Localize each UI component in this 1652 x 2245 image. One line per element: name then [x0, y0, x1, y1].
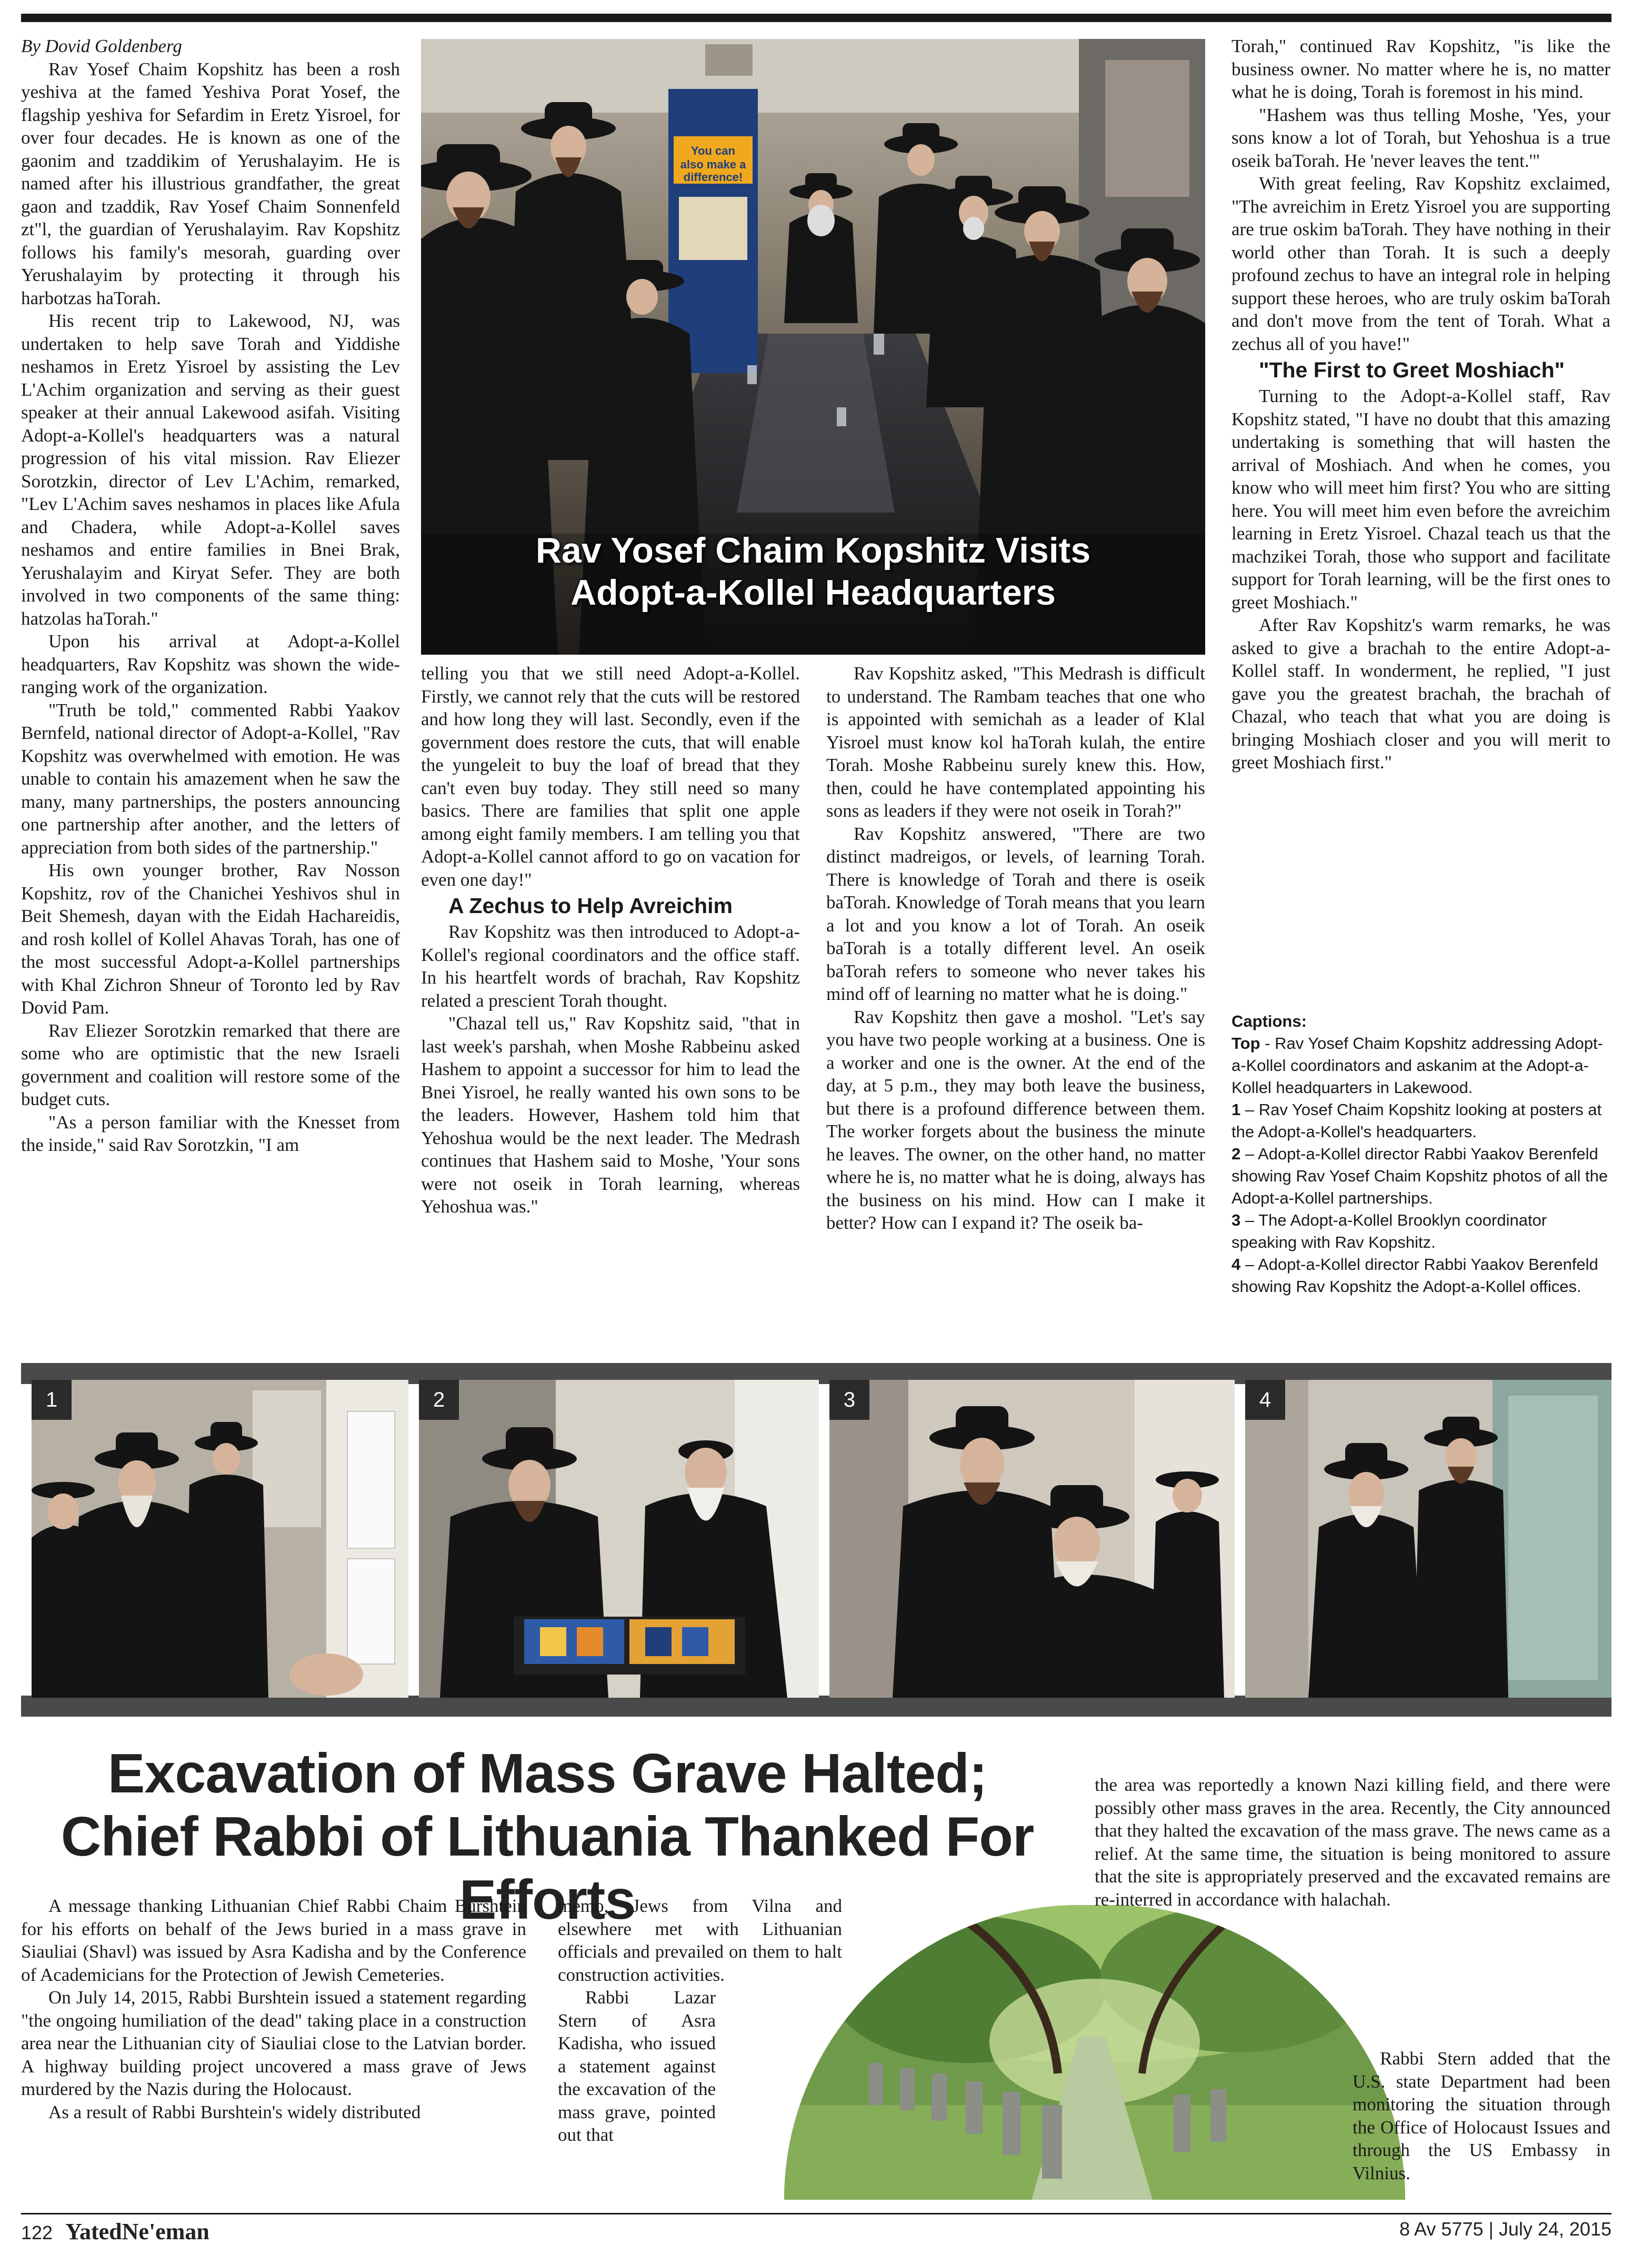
svg-text:also make a: also make a — [680, 158, 746, 171]
paragraph: Torah," continued Rav Kopshitz, "is like the business owner. No matter where he is, no matter what he is doing, Torah is foremost in his mind. — [1232, 36, 1610, 102]
caption-item: Top - Rav Yosef Chaim Kopshitz addressing Adopt-a-Kollel coordinators and askanim at the Adopt-a-Kollel headquarters in Lakewood. — [1232, 1034, 1603, 1097]
paragraph: "Truth be told," commented Rabbi Yaakov Bernfeld, national director of Adopt-a-Kollel, "Rav Kopshitz was overwhelmed with emotion. He was unable to contain his amazement when he saw the many, many partnerships, the posters announcing one partnership after another, and the letters of appreciation from both sides of the partnership." — [21, 699, 400, 858]
article1-column-3 — [826, 662, 1205, 1235]
article1-subhead-1: A Zechus to Help Avreichim — [448, 894, 733, 918]
footer-left — [21, 2218, 209, 2245]
caption-item: 2 – Adopt-a-Kollel director Rabbi Yaakov Berenfeld showing Rav Yosef Chaim Kopshitz photos of all the Adopt-a-Kollel partnerships. — [1232, 1145, 1608, 1207]
publication-name: YatedNe'eman — [65, 2219, 209, 2244]
article1-title — [421, 529, 1205, 614]
paragraph: the area was reportedly a known Nazi killing field, and there were possibly other mass graves in the area. Recently, the City announced that they halted the excavation of the mass grave. The news came as a relief. At the same time, the situation is being monitored to assure that the site is appropriately preserved and the excavated remains are re-interred in accordance with halachah. — [1095, 1775, 1610, 1910]
photo-number-3: 3 — [829, 1380, 869, 1420]
photo-3 — [829, 1380, 1235, 1698]
photo-strip-bottom-bar — [21, 1696, 1611, 1717]
article2-headline-line1: Excavation of Mass Grave Halted; — [107, 1742, 987, 1805]
article1-subhead-2: "The First to Greet Moshiach" — [1259, 358, 1565, 382]
caption-item: 1 – Rav Yosef Chaim Kopshitz looking at posters at the Adopt-a-Kollel's headquarters. — [1232, 1100, 1602, 1141]
article1-column-4 — [1232, 35, 1610, 774]
paragraph: Upon his arrival at Adopt-a-Kollel headquarters, Rav Kopshitz was shown the wide-ranging work of the organization. — [21, 631, 400, 697]
paragraph: Rav Kopshitz asked, "This Medrash is difficult to understand. The Rambam teaches that one who is appointed with semichah as a leader of Klal Yisroel must know kol haTorah kulah, the entire Torah. Moshe Rabbeinu surely knew this. How, then, could he have contemplated appointing his sons as leaders if they were not oseik in Torah?" — [826, 663, 1205, 821]
paragraph: Rav Yosef Chaim Kopshitz has been a rosh yeshiva at the famed Yeshiva Porat Yosef, the flagship yeshiva for Sefardim in Eretz Yisroel, for over four decades. He is known as one of the gaonim and tzaddikim of Yerushalayim. He is named after his illustrious grandfather, the great gaon and tzaddik, Rav Yosef Chaim Sonnenfeld zt"l, the guardian of Yerushalayim. Rav Kopshitz follows his family's mesorah, guarding over Yerushalayim by protecting it through his harbotzas haTorah. — [21, 58, 400, 308]
paragraph: Rav Kopshitz then gave a moshol. "Let's say you have two people working at a business. One is a worker and one is the owner. At the end of the day, at 5 p.m., they may both leave the business, but there is a profound difference between them. The worker forgets about the business the minute he leaves. The owner, on the other hand, no matter where he is, no matter what he is doing, always has the business on his mind. How can I make it better? How can I expand it? The oseik ba- — [826, 1006, 1205, 1233]
footer-rule — [21, 2213, 1611, 2214]
article1-column-1 — [21, 35, 400, 1157]
paragraph: memo, Jews from Vilna and elsewhere met with Lithuanian officials and prevailed on them to halt construction activities. — [558, 1896, 842, 1985]
captions-heading: Captions: — [1232, 1012, 1307, 1030]
paragraph: On July 14, 2015, Rabbi Burshtein issued a statement regarding "the ongoing humiliation of the dead" taking place in a construction area near the Lithuanian city of Siauliai close to the Latvian border. A highway building project uncovered a mass grave of Jews murdered by the Nazis during the Holocaust. — [21, 1987, 526, 2099]
paragraph: After Rav Kopshitz's warm remarks, he was asked to give a brachah to the entire Adopt-a-Kollel staff. In wonderment, he replied, "I just gave you the greatest brachah, the brachah of Chazal, who teach that what you are doing is bringing Moshiach closer and you will merit to greet Moshiach first." — [1232, 615, 1610, 773]
photo-number-1: 1 — [32, 1380, 72, 1420]
photo-4 — [1245, 1380, 1611, 1698]
paragraph: "Hashem was thus telling Moshe, 'Yes, your sons know a lot of Torah, but Yehoshua is a true oseik baTorah. He 'never leaves the tent.'" — [1232, 104, 1610, 171]
article1-title-line1: Rav Yosef Chaim Kopshitz Visits — [535, 530, 1091, 570]
photo-number-2: 2 — [419, 1380, 459, 1420]
paragraph: Rav Kopshitz answered, "There are two distinct madreigos, or levels, of learning Torah. There is knowledge of Torah and there is oseik baTorah. Knowledge of Torah means that you learn a lot and you know a lot of Torah. An oseik baTorah is a totally different level. An oseik baTorah refers to someone who never takes his mind off of learning no matter what he is doing." — [826, 823, 1205, 1004]
caption-item: 4 – Adopt-a-Kollel director Rabbi Yaakov Berenfeld showing Rav Kopshitz the Adopt-a-Kollel offices. — [1232, 1255, 1598, 1296]
article2-column-2 — [558, 1895, 853, 2147]
article2-column-3 — [1095, 1773, 1610, 1911]
photo-1 — [32, 1380, 408, 1698]
paragraph: "As a person familiar with the Knesset from the inside," said Rav Sorotzkin, "I am — [21, 1111, 400, 1155]
paragraph: With great feeling, Rav Kopshitz exclaimed, "The avreichim in Eretz Yisroel you are supporting are true oskim baTorah. They have nothing in their world other than Torah. It is such a deeply profound zechus to have an integral role in helping support these heroes, who are truly oskim baTorah and don't move from the tent of Torah. What a zechus all of you have!" — [1232, 173, 1610, 354]
article2-column-3-cont — [1353, 2047, 1610, 2184]
article1-title-line2: Adopt-a-Kollel Headquarters — [570, 573, 1056, 613]
paragraph: Rav Kopshitz was then introduced to Adopt-a-Kollel's regional coordinators and the office staff. In his heartfelt words of brachah, Rav Kopshitz related a prescient Torah thought. — [421, 921, 800, 1011]
page-number: 122 — [21, 2222, 53, 2243]
paragraph: His own younger brother, Rav Nosson Kopshitz, rov of the Chanichei Yeshivos shul in Beit Shemesh, dayan with the Eidah Hachareidis, and rosh kollel of Kollel Ahavas Torah, has one of the most successful Adopt-a-Kollel partnerships with Khal Zichron Shneur of Toronto led by Rav Dovid Pam. — [21, 860, 400, 1018]
paragraph: telling you that we still need Adopt-a-Kollel. Firstly, we cannot rely that the cuts will be restored and how long they will last. Secondly, even if the government does restore the cuts, that will enable the yungeleit to buy the loaf of bread that they can't even buy today. They still need so many basics. There are families that split one apple among eight family members. I am telling you that Adopt-a-Kollel cannot afford to go on vacation for even one day!" — [421, 663, 800, 890]
captions-block — [1232, 1010, 1610, 1298]
paragraph: Turning to the Adopt-a-Kollel staff, Rav Kopshitz stated, "I have no doubt that this amazing undertaking is something that will hasten the arrival of Moshiach. And when he comes, you know who will meet him first? You who are sitting here. You will meet him even before the avreichim learning in Eretz Yisroel. Chazal teach us that the machzikei Torah, those who support and facilitate support for Torah learning, will be the first ones to greet Moshiach." — [1232, 386, 1610, 613]
svg-text:You can: You can — [691, 144, 735, 157]
paragraph: His recent trip to Lakewood, NJ, was undertaken to help save Torah and Yiddishe neshamos in Eretz Yisroel by assisting the Lev L'Achim organization and serving as their guest speaker at their annual Lakewood asifah. Visiting Adopt-a-Kollel's headquarters was a natural progression of his vital mission. Rav Eliezer Sorotzkin, director of Lev L'Achim, remarked, "Lev L'Achim saves neshamos in places like Afula and Chadera, while Adopt-a-Kollel saves neshamos and entire families in Bnei Brak, Yerushalayim and Kiryat Sefer. They are both involved in two components of the same thing: hatzolas haTorah." — [21, 310, 400, 629]
byline: By Dovid Goldenberg — [21, 36, 182, 56]
footer-date: 8 Av 5775 | July 24, 2015 — [1399, 2218, 1611, 2240]
svg-text:difference!: difference! — [683, 171, 743, 184]
photo-2 — [419, 1380, 819, 1698]
main-photo — [421, 39, 1205, 655]
top-rule — [21, 14, 1611, 22]
article1-column-2 — [421, 662, 800, 1218]
photo-number-4: 4 — [1245, 1380, 1285, 1420]
caption-item: 3 – The Adopt-a-Kollel Brooklyn coordinator speaking with Rav Kopshitz. — [1232, 1211, 1547, 1251]
paragraph: A message thanking Lithuanian Chief Rabbi Chaim Burshtein for his efforts on behalf of the Jews buried in a mass grave in Siauliai (Shavl) was issued by Asra Kadisha and by the Conference of Academicians for the Protection of Jewish Cemeteries. — [21, 1896, 526, 1985]
cemetery-photo — [784, 1905, 1405, 2200]
article2-headline-line2: Chief Rabbi of Lithuania Thanked For Efforts — [61, 1806, 1034, 1931]
paragraph: Rabbi Lazar Stern of Asra Kadisha, who issued a statement against the excavation of the mass grave, pointed out that — [558, 1987, 716, 2145]
article2-column-1 — [21, 1895, 526, 2123]
paragraph: As a result of Rabbi Burshtein's widely distributed — [48, 2101, 421, 2122]
paragraph: Rabbi Stern added that the U.S. state Department had been monitoring the situation through the Office of Holocaust Issues and through the US Embassy in Vilnius. — [1353, 2048, 1610, 2183]
paragraph: "Chazal tell us," Rav Kopshitz said, "that in last week's parshah, when Moshe Rabbeinu asked Hashem to appoint a successor for him to lead the Bnei Yisroel, he really wanted his own sons to be the leaders. However, Hashem told him that Yehoshua would be the next leader. The Medrash continues that Hashem said to Moshe, 'Your sons were not oseik in Torah learning, whereas Yehoshua was." — [421, 1013, 800, 1217]
paragraph: Rav Eliezer Sorotzkin remarked that there are some who are optimistic that the new Israeli government and coalition will restore some of the budget cuts. — [21, 1020, 400, 1109]
